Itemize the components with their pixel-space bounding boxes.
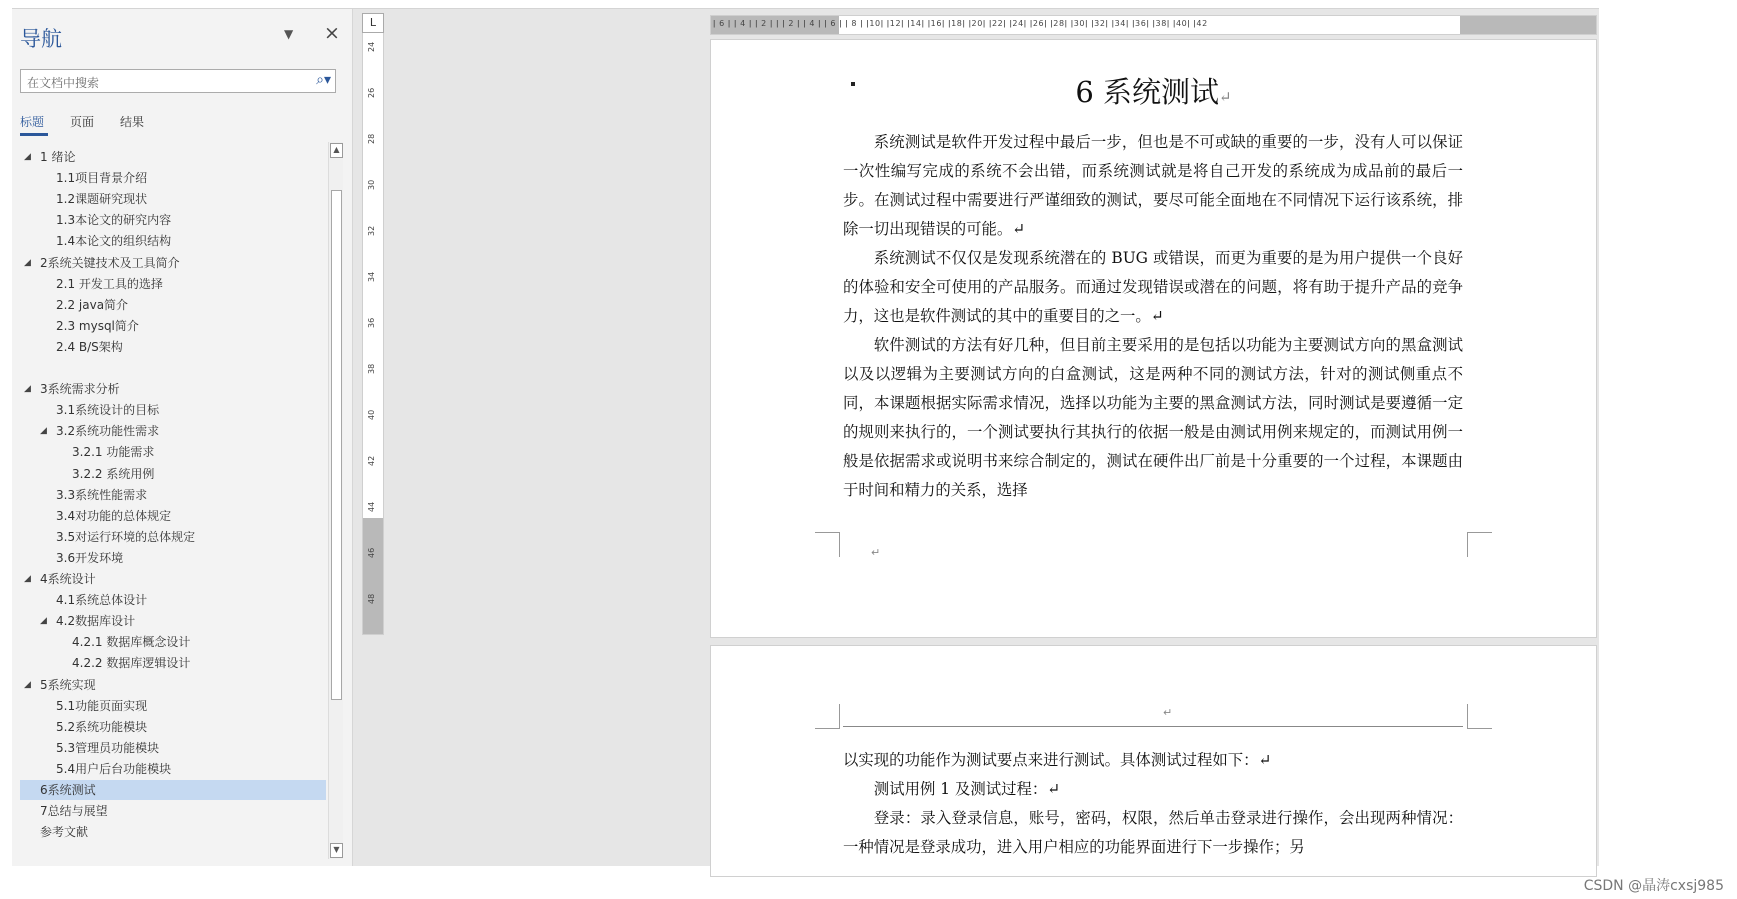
tree-item-label: 3系统需求分析 (40, 382, 120, 397)
expand-arrow-icon[interactable]: ◢ (40, 616, 47, 627)
ruler-number: 44 (367, 501, 376, 512)
tree-item[interactable] (20, 210, 326, 230)
tree-item[interactable] (20, 464, 326, 484)
tab-pages[interactable]: 页面 (70, 115, 95, 129)
tab-selector[interactable]: L (362, 13, 384, 33)
tree-item-label: 1.1项目背景介绍 (56, 171, 148, 186)
ruler-number: 42 (367, 455, 376, 466)
ruler-number: 34 (367, 271, 376, 282)
nav-title: 导航 (20, 27, 62, 51)
tree-item[interactable] (20, 632, 326, 652)
tree-item[interactable] (20, 738, 326, 758)
page1-body[interactable] (843, 128, 1463, 505)
tree-item[interactable] (20, 822, 326, 842)
search-input[interactable] (20, 69, 336, 93)
ruler-number: 24 (367, 41, 376, 52)
expand-arrow-icon[interactable]: ◢ (24, 152, 31, 162)
tab-headings[interactable]: 标题 (20, 115, 45, 129)
page2-body[interactable] (843, 746, 1463, 862)
chapter-heading-text: 6 系统测试 (1075, 75, 1220, 109)
tree-item-label: 5.2系统功能模块 (56, 719, 148, 734)
tree-item-label: 4系统设计 (40, 572, 96, 586)
margin-corner-mark (815, 532, 840, 557)
tree-item-label: 3.2.2 系统用例 (72, 466, 155, 481)
expand-arrow-icon[interactable]: ◢ (24, 679, 31, 690)
expand-arrow-icon[interactable]: ◢ (40, 426, 47, 437)
tree-item-label: 5.3管理员功能模块 (56, 740, 160, 755)
paragraph-mark: ↵ (1219, 88, 1232, 106)
tree-item-label: 2系统关键技术及工具简介 (40, 255, 180, 270)
tree-item-label: 3.5对运行环境的总体规定 (56, 529, 196, 544)
header-divider (843, 726, 1463, 727)
ruler-number: 32 (367, 225, 376, 236)
watermark: CSDN @晶涛cxsj985 (1583, 878, 1724, 894)
tree-item[interactable] (20, 717, 326, 737)
scroll-thumb[interactable] (331, 190, 342, 700)
tree-item[interactable] (20, 675, 326, 695)
close-icon[interactable]: × (324, 22, 340, 44)
tree-item-label: 4.2.2 数据库逻辑设计 (72, 656, 191, 671)
expand-arrow-icon[interactable]: ◢ (24, 384, 31, 395)
tree-item[interactable] (20, 421, 326, 441)
tree-item[interactable] (20, 506, 326, 526)
expand-arrow-icon[interactable]: ◢ (24, 257, 31, 268)
ruler-number: 40 (367, 409, 376, 420)
tree-item-label: 4.2.1 数据库概念设计 (72, 635, 191, 650)
document-page-2[interactable] (710, 645, 1597, 877)
tree-item-label: 3.6开发环境 (56, 550, 124, 565)
margin-corner-mark (815, 704, 840, 729)
margin-corner-mark (1467, 704, 1492, 729)
expand-arrow-icon[interactable]: ◢ (24, 574, 31, 584)
tree-item-label: 4.1系统总体设计 (56, 593, 148, 608)
tree-item-label: 2.4 B/S架构 (56, 339, 123, 354)
tree-item-label: 6系统测试 (40, 783, 96, 797)
tree-item-label: 1.2课题研究现状 (56, 192, 148, 207)
navigation-pane (12, 9, 353, 866)
tree-item[interactable] (20, 442, 326, 462)
tree-item-label: 3.2系统功能性需求 (56, 424, 160, 439)
chapter-heading[interactable] (711, 70, 1596, 111)
tree-item-label: 2.3 mysql简介 (56, 318, 139, 333)
heading-tree (20, 147, 334, 859)
tree-item-label: 7总结与展望 (40, 804, 108, 819)
tree-item[interactable] (20, 253, 326, 273)
tree-item[interactable] (20, 590, 326, 610)
tree-item[interactable] (20, 147, 326, 167)
tree-item-label: 2.1 开发工具的选择 (56, 276, 163, 291)
tree-item[interactable] (20, 696, 326, 716)
tree-item-label: 5系统实现 (40, 677, 96, 692)
tree-item[interactable] (20, 231, 326, 251)
paragraph[interactable]: 以实现的功能作为测试要点来进行测试。具体测试过程如下：↵ (843, 751, 1272, 769)
ruler-number: 26 (367, 87, 376, 98)
search-icon[interactable]: ⌕▾ (316, 72, 331, 88)
tree-item[interactable] (20, 780, 326, 800)
vertical-ruler-margin (363, 518, 383, 634)
tree-item-label: 3.3系统性能需求 (56, 487, 148, 502)
tree-item[interactable] (20, 168, 326, 188)
ruler-number: 38 (367, 363, 376, 374)
document-page-1[interactable] (710, 39, 1597, 638)
search-placeholder: 在文档中搜索 (27, 76, 100, 90)
paragraph[interactable]: 软件测试的方法有好几种，但目前主要采用的是包括以功能为主要测试方向的黑盒测试以及以逻辑为主要测试方向的白盒测试，这是两种不同的测试方法，针对的测试侧重点不同，本课题根据实际需求情况，选择以功能为主要的黑盒测试方法，同时测试是要遵循一定的规则来执行的，一个测试要执行其执行的依据一般是由测试用例来规定的，而测试用例一般是依据需求或说明书来综合制定的，测试在硬件出厂前是十分重要的一个过程，本课题由于时间和精力的关系，选择 (843, 336, 1463, 499)
tree-item-label: 5.4用户后台功能模块 (56, 761, 172, 776)
tree-item-label: 1.3本论文的研究内容 (56, 213, 172, 228)
tree-item[interactable] (20, 569, 326, 589)
tree-item[interactable] (20, 801, 326, 821)
ruler-numbers: ǀ 6 ǀ ǀ 4 ǀ ǀ 2 ǀ ǀ ǀ 2 ǀ ǀ 4 ǀ ǀ 6 ǀ ǀ 8 ǀ ǀ10ǀ ǀ12ǀ ǀ14ǀ ǀ16ǀ ǀ18ǀ ǀ20ǀ ǀ22ǀ ǀ24ǀ ǀ26ǀ ǀ28ǀ ǀ30ǀ ǀ32ǀ ǀ34ǀ ǀ36ǀ ǀ38ǀ ǀ40ǀ ǀ42 (713, 19, 1208, 28)
paragraph-mark: ↵ (871, 546, 881, 559)
scroll-up-icon[interactable]: ▲ (330, 143, 343, 158)
tree-item-label: 3.4对功能的总体规定 (56, 508, 172, 523)
ruler-number: 28 (367, 133, 376, 144)
tree-item-label: 3.1系统设计的目标 (56, 403, 160, 418)
tree-item[interactable] (20, 653, 326, 673)
tree-item[interactable] (20, 295, 326, 315)
tree-item-label: 3.2.1 功能需求 (72, 445, 155, 460)
tree-item-label: 1.4本论文的组织结构 (56, 234, 172, 249)
tree-item-label: 2.2 java简介 (56, 297, 129, 312)
ruler-right-margin (1460, 16, 1596, 34)
word-app-window (12, 8, 1599, 866)
tree-item[interactable] (20, 548, 326, 568)
vertical-ruler[interactable] (362, 13, 384, 635)
header-paragraph-mark: ↵ (1163, 706, 1173, 719)
paragraph[interactable]: 测试用例 1 及测试过程：↵ (873, 780, 1061, 798)
tree-item[interactable] (20, 379, 326, 399)
tree-item-label: 参考文献 (40, 825, 89, 840)
tree-item-label: 5.1功能页面实现 (56, 698, 148, 713)
tree-item[interactable] (20, 274, 326, 294)
margin-corner-mark (1467, 532, 1492, 557)
tree-item[interactable] (20, 485, 326, 505)
paragraph[interactable]: 系统测试不仅仅是发现系统潜在的 BUG 或错误，而更为重要的是为用户提供一个良好的体验和安全可使用的产品服务。而通过发现错误或潜在的问题，将有助于提升产品的竞争力，这也是软件测试的其中的重要目的之一。↵ (843, 249, 1463, 325)
chevron-down-icon[interactable]: ▼ (284, 27, 294, 41)
scroll-down-icon[interactable]: ▼ (330, 843, 343, 858)
ruler-number: 48 (367, 593, 376, 604)
ruler-number: 46 (367, 547, 376, 558)
paragraph[interactable]: 登录：录入登录信息，账号，密码，权限，然后单击登录进行操作，会出现两种情况：一种情况是登录成功，进入用户相应的功能界面进行下一步操作；另 (843, 809, 1463, 856)
horizontal-ruler[interactable] (710, 15, 1597, 35)
tree-item[interactable] (20, 400, 326, 420)
ruler-number: 36 (367, 317, 376, 328)
active-tab-indicator (20, 133, 48, 136)
tree-item[interactable] (20, 611, 326, 631)
tree-item[interactable] (20, 337, 326, 357)
tree-item-label: 1 绪论 (40, 150, 76, 164)
tree-item-label: 4.2数据库设计 (56, 614, 136, 629)
tree-item[interactable] (20, 316, 326, 336)
tree-item[interactable] (20, 759, 326, 779)
tree-item[interactable] (20, 527, 326, 547)
tab-results[interactable]: 结果 (120, 115, 145, 129)
ruler-number: 30 (367, 179, 376, 190)
nav-scrollbar[interactable] (328, 142, 343, 859)
paragraph[interactable]: 系统测试是软件开发过程中最后一步，但也是不可或缺的重要的一步，没有人可以保证一次性编写完成的系统不会出错，而系统测试就是将自己开发的系统成为成品前的最后一步。在测试过程中需要进行严谨细致的测试，要尽可能全面地在不同情况下运行该系统，排除一切出现错误的可能。↵ (843, 133, 1463, 238)
tree-item[interactable] (20, 358, 326, 378)
tree-item[interactable] (20, 189, 326, 209)
